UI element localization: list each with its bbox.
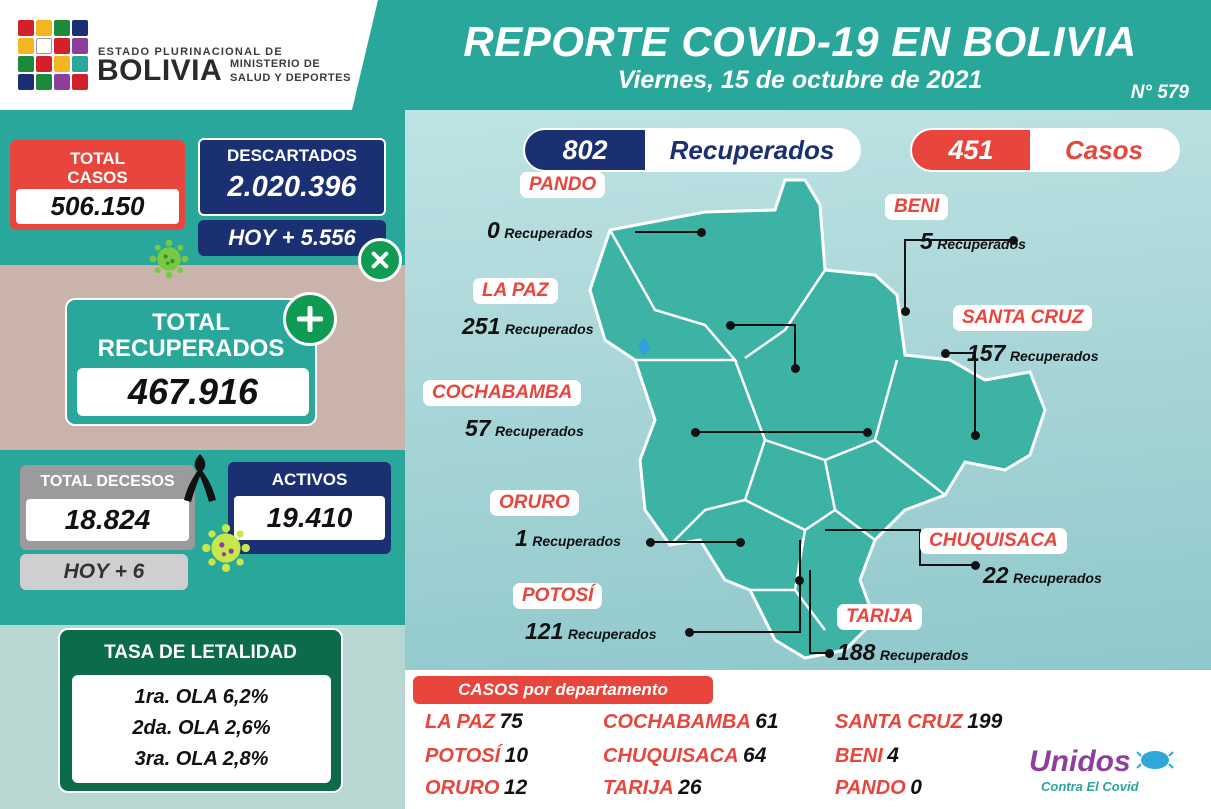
dept-value-potosi-unit: Recuperados (567, 626, 657, 642)
dept-value-santacruz-unit: Recuperados (1009, 348, 1099, 364)
ministry-line-2: SALUD Y DEPORTES (230, 72, 352, 84)
dept-value-pando (487, 217, 593, 244)
dept-value-beni (920, 228, 1026, 255)
total-decesos-value: 18.824 (26, 499, 189, 541)
mask-icon (1135, 747, 1175, 773)
caso-name: COCHABAMBA (603, 711, 751, 733)
caso-item-cochabamba (603, 710, 779, 734)
dept-label-tarija: TARIJA (837, 604, 922, 630)
map-dot-beni-2 (901, 307, 910, 316)
recuperados-pill-value: 802 (525, 130, 645, 170)
caso-value: 64 (743, 744, 767, 767)
total-casos-label-line2: CASOS (67, 168, 128, 187)
ministry-line-1: MINISTERIO DE (230, 58, 321, 70)
caso-value: 12 (503, 776, 528, 799)
letalidad-row: 2da. OLA 2,6% (132, 717, 271, 739)
dept-label-cochabamba: COCHABAMBA (423, 380, 581, 406)
summary-panel (0, 110, 405, 809)
map-dot-oruro-2 (736, 538, 745, 547)
estado-plurinacional-label: ESTADO PLURINACIONAL DE (98, 46, 283, 58)
casos-por-departamento-panel (405, 670, 1211, 809)
map-dot-chuquisaca (971, 561, 980, 570)
dept-value-tarija-number: 188 (837, 639, 876, 665)
close-x-icon (358, 238, 402, 282)
casos-section-header: CASOS por departamento (413, 676, 713, 704)
descartados-label: DESCARTADOS (226, 146, 358, 165)
activos-label: ACTIVOS (271, 470, 348, 489)
report-header (0, 0, 1211, 118)
total-casos-label (10, 149, 185, 187)
activos-card (228, 462, 391, 554)
map-dot-santacruz (941, 349, 950, 358)
descartados-value: 2.020.396 (227, 171, 357, 203)
report-date: Viernes, 15 de octubre de 2021 (617, 66, 983, 94)
dept-value-potosi-number: 121 (525, 618, 564, 644)
plus-icon (283, 292, 337, 346)
caso-value: 0 (910, 776, 922, 799)
dept-value-beni-number: 5 (920, 228, 933, 254)
caso-item-santacruz (835, 710, 1002, 734)
dept-value-cochabamba (465, 415, 584, 442)
total-casos-card (10, 140, 185, 230)
caso-item-chuquisaca (603, 744, 766, 768)
casos-pill-label: Casos (1064, 134, 1144, 165)
caso-value: 199 (967, 710, 1003, 733)
dept-value-oruro (515, 525, 621, 552)
report-number: N° 579 (1130, 82, 1189, 103)
dept-value-tarija-unit: Recuperados (879, 647, 969, 663)
virus-icon (148, 238, 190, 280)
dept-value-chuquisaca-unit: Recuperados (1013, 570, 1102, 586)
caso-name: SANTA CRUZ (835, 711, 963, 733)
caso-item-pando (835, 776, 922, 800)
dept-value-santacruz (967, 340, 1099, 367)
caso-item-potosi (425, 744, 528, 768)
logo-box (0, 0, 352, 110)
map-dot-tarija (825, 649, 834, 658)
caso-name: LA PAZ (425, 711, 495, 733)
dept-label-beni: BENI (885, 194, 948, 220)
total-recuperados-card (65, 298, 317, 426)
ministry-label (230, 57, 351, 85)
page-title: REPORTE COVID-19 EN BOLIVIA (463, 18, 1137, 65)
map-panel (405, 110, 1211, 670)
map-dot-cochabamba-2 (863, 428, 872, 437)
caso-name: BENI (835, 745, 883, 767)
map-dot-lapaz (726, 321, 735, 330)
caso-item-beni (835, 744, 899, 768)
dept-value-pando-unit: Recuperados (504, 225, 593, 241)
caso-name: PANDO (835, 777, 906, 799)
dept-value-pando-number: 0 (487, 217, 500, 243)
descartados-hoy: HOY + 5.556 (198, 220, 386, 256)
dept-label-pando: PANDO (520, 172, 605, 198)
map-dot-santacruz-2 (971, 431, 980, 440)
casos-pill-value: 451 (912, 130, 1030, 170)
campaign-logo (1023, 739, 1203, 803)
bolivia-coat-of-arms-icon (18, 20, 88, 92)
dept-label-chuquisaca: CHUQUISACA (920, 528, 1067, 554)
dept-label-potosi: POTOSÍ (513, 583, 602, 609)
caso-item-tarija (603, 776, 702, 800)
letalidad-row: 1ra. OLA 6,2% (134, 686, 269, 708)
activos-value: 19.410 (234, 496, 385, 540)
campaign-line-1: Unidos (1029, 745, 1131, 778)
caso-item-oruro (425, 776, 527, 800)
total-casos-label-line1: TOTAL (69, 149, 126, 168)
caso-value: 61 (755, 710, 779, 733)
dept-value-santacruz-number: 157 (967, 340, 1006, 366)
dept-value-lapaz-unit: Recuperados (504, 321, 594, 337)
caso-value: 26 (678, 776, 702, 799)
total-recuperados-value: 467.916 (77, 368, 309, 416)
bolivia-wordmark: BOLIVIA (97, 54, 223, 87)
caso-value: 4 (887, 744, 899, 767)
dept-value-chuquisaca-number: 22 (983, 562, 1009, 588)
dept-value-potosi (525, 618, 657, 645)
letalidad-values (72, 675, 331, 783)
letalidad-card (58, 628, 343, 793)
caso-value: 75 (499, 710, 523, 733)
dept-value-oruro-unit: Recuperados (532, 533, 621, 549)
total-decesos-label: TOTAL DECESOS (40, 473, 175, 490)
caso-value: 10 (504, 744, 529, 767)
caso-name: POTOSÍ (425, 745, 501, 767)
total-decesos-card (20, 465, 195, 550)
dept-label-lapaz: LA PAZ (473, 278, 558, 304)
dept-value-chuquisaca (983, 562, 1102, 589)
letalidad-row: 3ra. OLA 2,8% (134, 748, 269, 770)
caso-item-lapaz (425, 710, 523, 734)
map-dot-lapaz-2 (791, 364, 800, 373)
letalidad-label: TASA DE LETALIDAD (104, 642, 297, 663)
dept-value-lapaz (462, 313, 594, 340)
dept-label-oruro: ORURO (490, 490, 579, 516)
caso-name: CHUQUISACA (603, 745, 739, 767)
dept-value-beni-unit: Recuperados (937, 236, 1026, 252)
map-dot-oruro (646, 538, 655, 547)
total-recuperados-label-line1: TOTAL (152, 309, 230, 336)
decesos-hoy: HOY + 6 (20, 554, 188, 590)
dept-label-santacruz: SANTA CRUZ (953, 305, 1092, 331)
dept-value-cochabamba-unit: Recuperados (495, 423, 584, 439)
map-dot-potosi (685, 628, 694, 637)
caso-name: ORURO (425, 777, 500, 799)
caso-name: TARIJA (603, 777, 674, 799)
total-recuperados-label (67, 310, 315, 362)
virus-icon-secondary (200, 522, 252, 574)
campaign-line-2: Contra El Covid (1041, 779, 1139, 794)
recuperados-pill-label: Recuperados (669, 134, 835, 165)
map-dot-pando (697, 228, 706, 237)
total-recuperados-label-line2: RECUPERADOS (97, 335, 285, 362)
total-casos-value: 506.150 (16, 189, 179, 224)
dept-value-cochabamba-number: 57 (465, 415, 491, 441)
mourning-ribbon-icon (180, 450, 220, 502)
dept-value-lapaz-number: 251 (462, 313, 501, 339)
dept-value-oruro-number: 1 (515, 525, 528, 551)
descartados-card (198, 138, 386, 216)
map-dot-chuquisaca-2 (795, 576, 804, 585)
map-dot-cochabamba (691, 428, 700, 437)
dept-value-tarija (837, 639, 969, 666)
